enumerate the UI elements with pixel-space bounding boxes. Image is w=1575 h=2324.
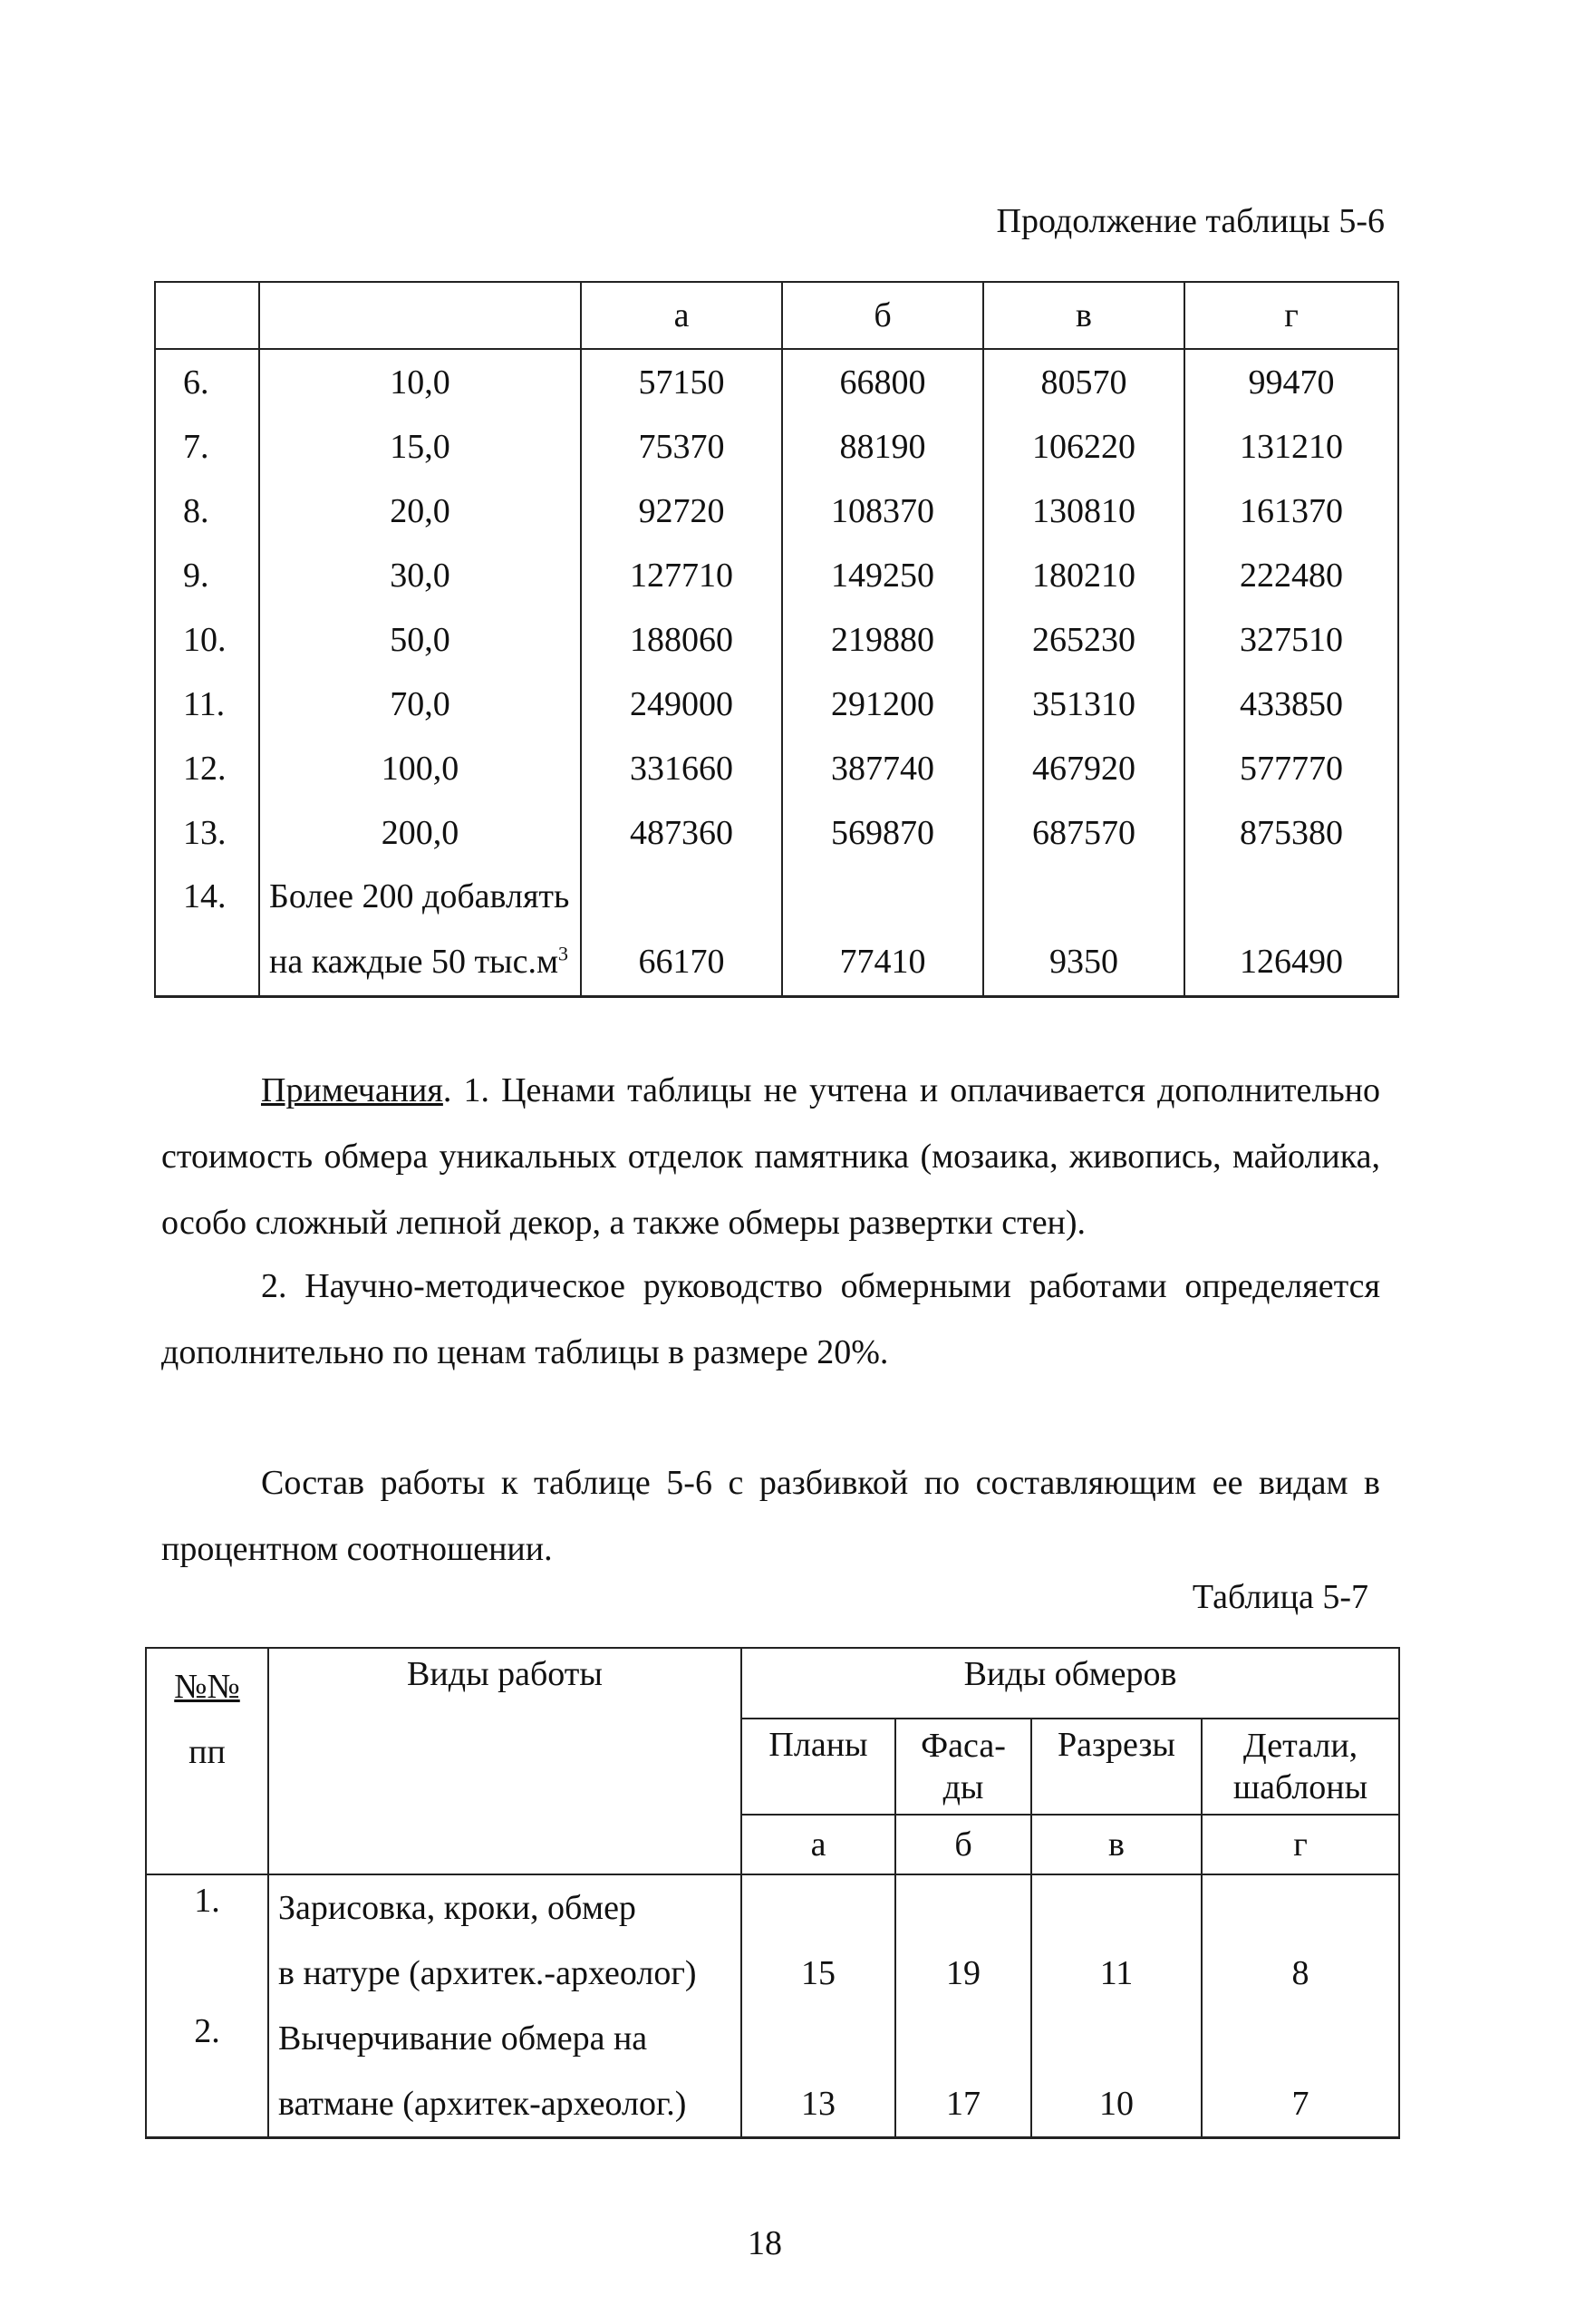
cell-value: 291200 [782,672,983,736]
header-cell: в [983,282,1184,349]
table-row [155,672,1398,736]
cell-value: 180210 [983,543,1184,607]
row-volume: 15,0 [259,414,581,479]
work-type: в натуре (архитек.-археолог) [268,1941,741,2006]
header-cell: а [581,282,782,349]
row-volume: 200,0 [259,800,581,865]
page-number: 18 [748,2224,782,2262]
row-volume: 100,0 [259,736,581,800]
table2-caption: Таблица 5-7 [1192,1578,1368,1616]
header-cell: б [782,282,983,349]
table-row [155,543,1398,607]
header-work-types: Виды работы [268,1648,741,1874]
cell-value: 11 [1031,1941,1202,2006]
cell-value: 131210 [1184,414,1398,479]
row-volume: Более 200 добавлять [259,865,581,928]
table-row [146,2006,1399,2071]
cell-value: 130810 [983,479,1184,543]
cell-value: 875380 [1184,800,1398,865]
table-row [155,349,1398,414]
cell-value: 108370 [782,479,983,543]
cell-value: 127710 [581,543,782,607]
cell-value: 487360 [581,800,782,865]
row-number: 2. [146,2006,268,2138]
cell-value: 577770 [1184,736,1398,800]
cell-value: 149250 [782,543,983,607]
table-row [155,736,1398,800]
cell-value: 99470 [1184,349,1398,414]
letter-b: б [895,1815,1031,1874]
cell-value: 7 [1202,2071,1399,2138]
row-volume: на каждые 50 $тыс.м^3$ [259,928,581,997]
header-number: №№ пп [146,1648,268,1874]
header-cell [155,282,259,349]
table-row [155,607,1398,672]
row-number: 1. [146,1874,268,2006]
row-number: 14. [155,865,259,928]
cell-value: 75370 [581,414,782,479]
row-volume: 70,0 [259,672,581,736]
cell-value: 433850 [1184,672,1398,736]
work-type: ватмане (архитек-археолог.) [268,2071,741,2138]
cell-value: 9350 [983,928,1184,997]
cell-value: 222480 [1184,543,1398,607]
cell-value: 66800 [782,349,983,414]
cell-value: 161370 [1184,479,1398,543]
header-cell [259,282,581,349]
cell-value: 569870 [782,800,983,865]
row-number: 12. [155,736,259,800]
cell-value: 77410 [782,928,983,997]
cell-value: 57150 [581,349,782,414]
table-row [146,1874,1399,1941]
row-volume: 20,0 [259,479,581,543]
work-composition-table [145,1647,1400,2139]
row-number: 8. [155,479,259,543]
intro-paragraph: Состав работы к таблице 5-6 с разбивкой по составляющим ее видам в процентном соотношении. [161,1464,1380,1568]
row-number: 6. [155,349,259,414]
cell-value: 265230 [983,607,1184,672]
row-volume: 10,0 [259,349,581,414]
cell-value: 80570 [983,349,1184,414]
row-volume: 50,0 [259,607,581,672]
row-number: 13. [155,800,259,865]
cell-value: 8 [1202,1941,1399,2006]
cell-value: 106220 [983,414,1184,479]
price-table [154,281,1399,998]
cell-value: 331660 [581,736,782,800]
table1-caption: Продолжение таблицы 5-6 [996,202,1385,240]
table-row [146,2071,1399,2138]
cell-value: 88190 [782,414,983,479]
note-2: 2. Научно-методическое руководство обмерными работами определяется дополнительно по ценам таблицы в размере 20%. [161,1267,1380,1371]
cell-value: 15 [741,1941,895,2006]
notes-label: Примечания [261,1071,443,1109]
header-cell: г [1184,282,1398,349]
cell-value: 687570 [983,800,1184,865]
cell-value: 387740 [782,736,983,800]
header-plans: Планы [741,1719,895,1815]
header-details: Детали, шаблоны [1202,1719,1399,1815]
cell-value: 10 [1031,2071,1202,2138]
cell-value: 327510 [1184,607,1398,672]
note-1 [161,1058,1380,1256]
table-row [155,928,1398,997]
note-1-text: . 1. Ценами таблицы не учтена и оплачивается дополнительно стоимость обмера уникальных отделок памятника (мозаика, живопись, майолика, особо сложный лепной декор, а также обмеры развертки стен). [161,1071,1380,1242]
cell-value: 351310 [983,672,1184,736]
cell-value: 13 [741,2071,895,2138]
cell-value: 19 [895,1941,1031,2006]
header-facades: Фаса- ды [895,1719,1031,1815]
cell-value: 17 [895,2071,1031,2138]
work-type: Вычерчивание обмера на [268,2006,741,2071]
row-number: 7. [155,414,259,479]
letter-v: в [1031,1815,1202,1874]
work-type: Зарисовка, кроки, обмер [268,1874,741,1941]
row-number: 11. [155,672,259,736]
header-sections: Разрезы [1031,1719,1202,1815]
cell-value: 249000 [581,672,782,736]
row-number: 10. [155,607,259,672]
cell-value: 467920 [983,736,1184,800]
table-row [155,865,1398,928]
table-row [146,1941,1399,2006]
table-row [155,414,1398,479]
cell-value: 188060 [581,607,782,672]
letter-g: г [1202,1815,1399,1874]
table-header-row [155,282,1398,349]
cell-value: 66170 [581,928,782,997]
cell-value: 219880 [782,607,983,672]
table-row [155,479,1398,543]
row-number: 9. [155,543,259,607]
cell-value: 126490 [1184,928,1398,997]
table-row [155,800,1398,865]
row-volume: 30,0 [259,543,581,607]
header-measure-types: Виды обмеров [741,1648,1399,1719]
cell-value: 92720 [581,479,782,543]
letter-a: а [741,1815,895,1874]
